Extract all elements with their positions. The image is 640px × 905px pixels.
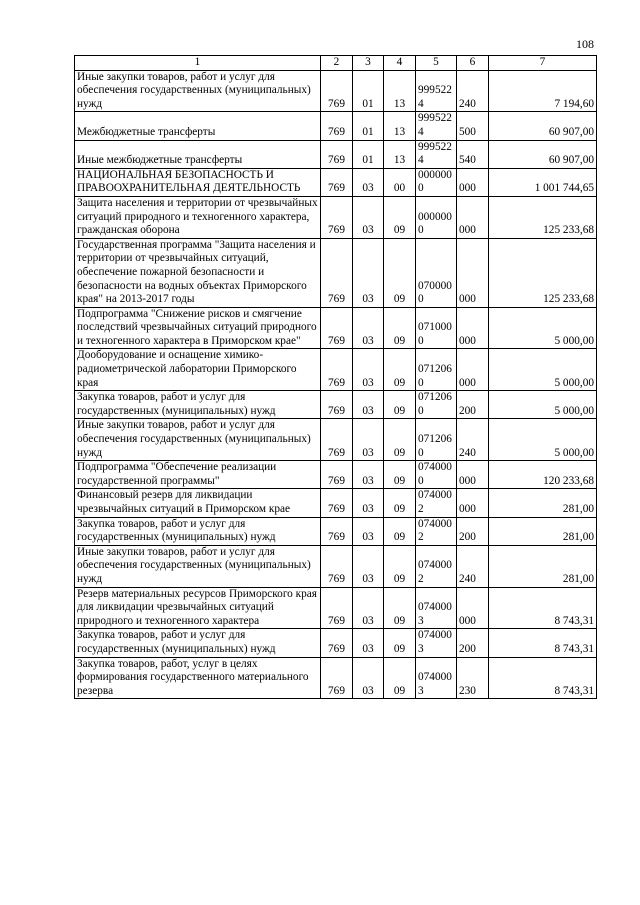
row-subsection-cell: 09 [384,461,416,489]
row-target-article-cell: 0712060 [416,349,457,391]
row-expense-type-cell: 240 [457,70,489,112]
row-subsection-cell: 13 [384,70,416,112]
row-target-article-cell: 0740002 [416,489,457,517]
row-expense-type-cell: 240 [457,419,489,461]
table-row [75,196,597,238]
row-subsection-cell: 09 [384,489,416,517]
row-target-article-cell: 9995224 [416,140,457,168]
row-amount-cell: 5 000,00 [489,419,597,461]
row-subsection-cell: 09 [384,238,416,307]
row-name-cell: НАЦИОНАЛЬНАЯ БЕЗОПАСНОСТЬ И ПРАВООХРАНИТЕЛЬНАЯ ДЕЯТЕЛЬНОСТЬ [75,168,321,196]
row-subsection-cell: 09 [384,349,416,391]
table-row [75,657,597,699]
row-code-cell: 769 [321,196,353,238]
row-amount-cell: 1 001 744,65 [489,168,597,196]
row-target-article-cell: 0000000 [416,196,457,238]
row-expense-type-cell: 000 [457,238,489,307]
row-expense-type-cell: 230 [457,657,489,699]
row-amount-cell: 7 194,60 [489,70,597,112]
row-amount-cell: 125 233,68 [489,238,597,307]
table-row [75,587,597,629]
row-target-article-cell: 0740002 [416,545,457,587]
row-subsection-cell: 09 [384,587,416,629]
row-code-cell: 769 [321,489,353,517]
table-row [75,391,597,419]
row-name-cell: Дооборудование и оснащение химико-радиометрической лаборатории Приморского края [75,349,321,391]
row-section-cell: 03 [353,587,384,629]
row-code-cell: 769 [321,657,353,699]
row-expense-type-cell: 540 [457,140,489,168]
row-amount-cell: 60 907,00 [489,140,597,168]
table-row [75,140,597,168]
row-code-cell: 769 [321,419,353,461]
row-expense-type-cell: 000 [457,196,489,238]
column-header: 2 [321,56,353,71]
row-expense-type-cell: 000 [457,461,489,489]
row-section-cell: 03 [353,238,384,307]
row-target-article-cell: 0712060 [416,391,457,419]
row-amount-cell: 5 000,00 [489,391,597,419]
row-target-article-cell: 0700000 [416,238,457,307]
row-section-cell: 03 [353,461,384,489]
table-row [75,307,597,349]
row-section-cell: 01 [353,140,384,168]
table-row [75,349,597,391]
row-code-cell: 769 [321,587,353,629]
column-header: 7 [489,56,597,71]
table-row [75,238,597,307]
row-subsection-cell: 13 [384,112,416,140]
row-expense-type-cell: 500 [457,112,489,140]
row-name-cell: Государственная программа "Защита населения и территории от чрезвычайных ситуаций, обеспечение пожарной безопасности и безопасности на водных объектах Приморского края" на 2013-2017 годы [75,238,321,307]
row-code-cell: 769 [321,545,353,587]
page-number: 108 [576,37,594,51]
row-section-cell: 03 [353,545,384,587]
row-section-cell: 03 [353,489,384,517]
table-row [75,461,597,489]
row-name-cell: Иные межбюджетные трансферты [75,140,321,168]
row-section-cell: 03 [353,517,384,545]
row-amount-cell: 281,00 [489,545,597,587]
row-target-article-cell: 0000000 [416,168,457,196]
row-subsection-cell: 13 [384,140,416,168]
row-target-article-cell: 0740003 [416,657,457,699]
row-amount-cell: 8 743,31 [489,629,597,657]
row-expense-type-cell: 000 [457,168,489,196]
row-name-cell: Иные закупки товаров, работ и услуг для обеспечения государственных (муниципальных) нужд [75,545,321,587]
row-target-article-cell: 0740003 [416,629,457,657]
row-code-cell: 769 [321,112,353,140]
row-target-article-cell: 0740002 [416,517,457,545]
row-name-cell: Иные закупки товаров, работ и услуг для обеспечения государственных (муниципальных) нужд [75,70,321,112]
row-name-cell: Защита населения и территории от чрезвычайных ситуаций природного и техногенного характера, гражданская оборона [75,196,321,238]
table-row [75,419,597,461]
row-name-cell: Резерв материальных ресурсов Приморского края для ликвидации чрезвычайных ситуаций природного и техногенного характера [75,587,321,629]
row-subsection-cell: 09 [384,545,416,587]
column-header: 6 [457,56,489,71]
table-header-row [75,56,597,71]
row-section-cell: 01 [353,112,384,140]
row-expense-type-cell: 000 [457,307,489,349]
row-section-cell: 03 [353,629,384,657]
column-header: 4 [384,56,416,71]
row-subsection-cell: 00 [384,168,416,196]
table-row [75,489,597,517]
row-amount-cell: 5 000,00 [489,307,597,349]
row-amount-cell: 125 233,68 [489,196,597,238]
row-name-cell: Иные закупки товаров, работ и услуг для обеспечения государственных (муниципальных) нужд [75,419,321,461]
row-code-cell: 769 [321,517,353,545]
row-code-cell: 769 [321,238,353,307]
table-row [75,70,597,112]
row-subsection-cell: 09 [384,419,416,461]
row-target-article-cell: 9995224 [416,112,457,140]
row-amount-cell: 60 907,00 [489,112,597,140]
row-subsection-cell: 09 [384,629,416,657]
row-code-cell: 769 [321,391,353,419]
row-subsection-cell: 09 [384,391,416,419]
row-expense-type-cell: 200 [457,629,489,657]
row-section-cell: 03 [353,168,384,196]
row-amount-cell: 281,00 [489,489,597,517]
row-amount-cell: 8 743,31 [489,657,597,699]
row-code-cell: 769 [321,70,353,112]
row-code-cell: 769 [321,629,353,657]
row-section-cell: 03 [353,349,384,391]
row-section-cell: 03 [353,196,384,238]
row-code-cell: 769 [321,140,353,168]
column-header: 3 [353,56,384,71]
row-target-article-cell: 0710000 [416,307,457,349]
row-expense-type-cell: 000 [457,349,489,391]
row-expense-type-cell: 000 [457,587,489,629]
row-section-cell: 03 [353,657,384,699]
row-section-cell: 03 [353,419,384,461]
table-row [75,545,597,587]
row-name-cell: Закупка товаров, работ и услуг для государственных (муниципальных) нужд [75,629,321,657]
row-section-cell: 03 [353,391,384,419]
row-target-article-cell: 9995224 [416,70,457,112]
table-row [75,112,597,140]
row-subsection-cell: 09 [384,657,416,699]
row-subsection-cell: 09 [384,307,416,349]
table-row [75,629,597,657]
row-name-cell: Подпрограмма "Снижение рисков и смягчение последствий чрезвычайных ситуаций природного и техногенного характера в Приморском крае" [75,307,321,349]
row-amount-cell: 281,00 [489,517,597,545]
budget-table [74,55,597,699]
row-name-cell: Закупка товаров, работ и услуг для государственных (муниципальных) нужд [75,517,321,545]
column-header: 1 [75,56,321,71]
row-expense-type-cell: 200 [457,391,489,419]
row-subsection-cell: 09 [384,517,416,545]
row-target-article-cell: 0740000 [416,461,457,489]
row-subsection-cell: 09 [384,196,416,238]
row-amount-cell: 5 000,00 [489,349,597,391]
row-section-cell: 03 [353,307,384,349]
row-target-article-cell: 0712060 [416,419,457,461]
row-expense-type-cell: 200 [457,517,489,545]
row-code-cell: 769 [321,461,353,489]
table-row [75,517,597,545]
row-name-cell: Закупка товаров, работ, услуг в целях формирования государственного материального резерва [75,657,321,699]
row-name-cell: Закупка товаров, работ и услуг для государственных (муниципальных) нужд [75,391,321,419]
row-code-cell: 769 [321,168,353,196]
row-name-cell: Финансовый резерв для ликвидации чрезвычайных ситуаций в Приморском крае [75,489,321,517]
column-header: 5 [416,56,457,71]
row-expense-type-cell: 240 [457,545,489,587]
row-section-cell: 01 [353,70,384,112]
row-name-cell: Подпрограмма "Обеспечение реализации государственной программы" [75,461,321,489]
row-code-cell: 769 [321,307,353,349]
row-code-cell: 769 [321,349,353,391]
row-amount-cell: 8 743,31 [489,587,597,629]
row-amount-cell: 120 233,68 [489,461,597,489]
table-row [75,168,597,196]
row-name-cell: Межбюджетные трансферты [75,112,321,140]
row-target-article-cell: 0740003 [416,587,457,629]
row-expense-type-cell: 000 [457,489,489,517]
